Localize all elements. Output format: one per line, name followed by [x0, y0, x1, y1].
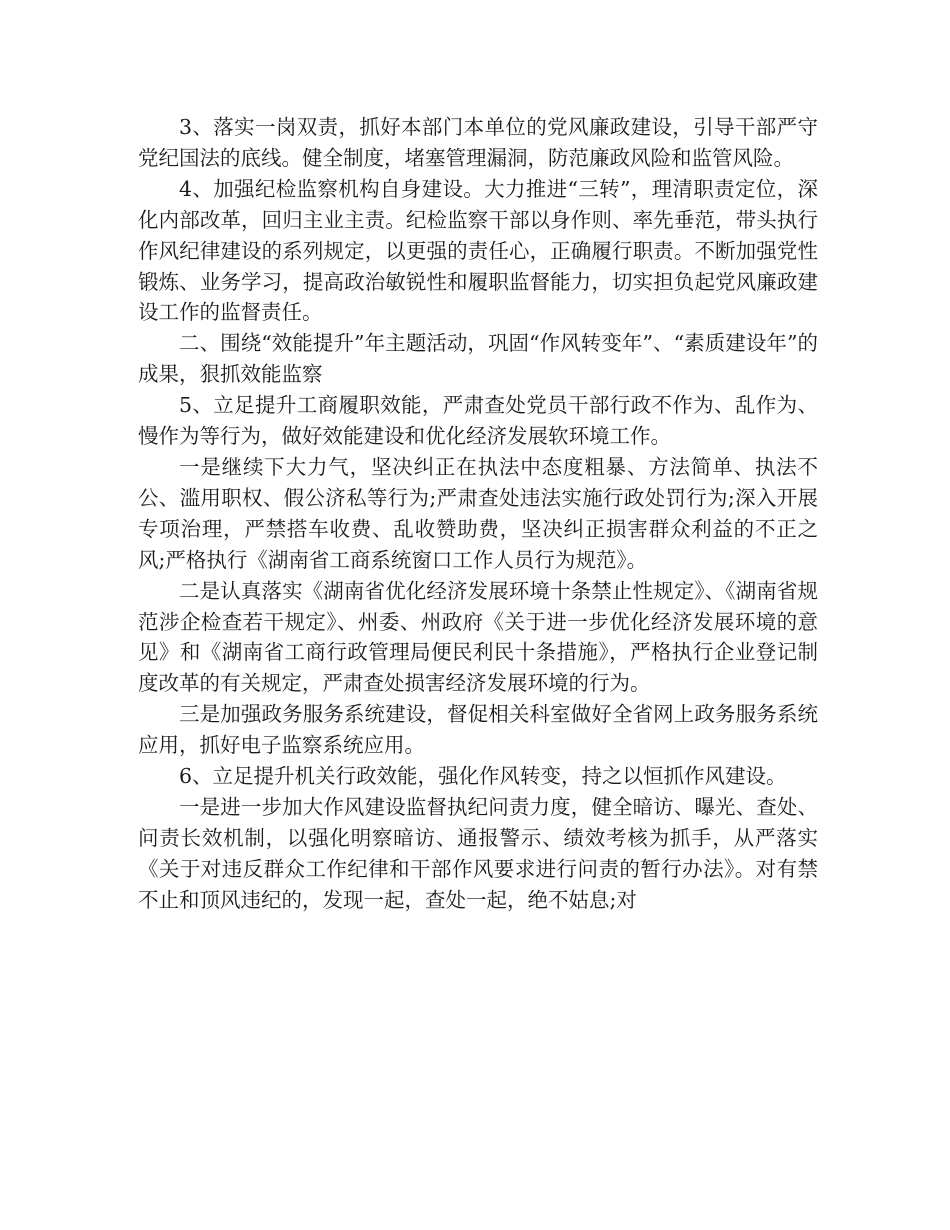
paragraph-item-5: 5、立足提升工商履职效能，严肃查处党员干部行政不作为、乱作为、慢作为等行为，做好效能建设和优化经济发展软环境工作。 — [138, 393, 818, 449]
paragraph-5-point-2: 二是认真落实《湖南省优化经济发展环境十条禁止性规定》、《湖南省规范涉企检查若干规定》、州委、州政府《关于进一步优化经济发展环境的意见》和《湖南省工商行政管理局便民利民十条措施》，严格执行企业登记制度改革的有关规定，严肃查处损害经济发展环境的行为。 — [138, 578, 818, 696]
paragraph-6-point-1: 一是进一步加大作风建设监督执纪问责力度，健全暗访、曝光、查处、问责长效机制，以强化明察暗访、通报警示、绩效考核为抓手，从严落实《关于对违反群众工作纪律和干部作风要求进行问责的暂行办法》。对有禁不止和顶风违纪的，发现一起，查处一起，绝不姑息;对 — [138, 794, 818, 912]
paragraph-item-6: 6、立足提升机关行政效能，强化作风转变，持之以恒抓作风建设。 — [179, 764, 787, 789]
paragraph-item-4: 4、加强纪检监察机构自身建设。大力推进“三转”，理清职责定位，深化内部改革，回归主业主责。纪检监察干部以身作则、率先垂范，带头执行作风纪律建设的系列规定，以更强的责任心，正确履行职责。不断加强党性锻炼、业务学习，提高政治敏锐性和履职监督能力，切实担负起党风廉政建设工作的监督责任。 — [138, 176, 818, 325]
document-page — [138, 112, 818, 916]
paragraph-item-3: 3、落实一岗双责，抓好本部门本单位的党风廉政建设，引导干部严守党纪国法的底线。健全制度，堵塞管理漏洞，防范廉政风险和监管风险。 — [138, 115, 818, 170]
paragraph-5-point-1: 一是继续下大力气，坚决纠正在执法中态度粗暴、方法简单、执法不公、滥用职权、假公济私等行为;严肃查处违法实施行政处罚行为;深入开展专项治理，严禁搭车收费、乱收赞助费，坚决纠正损害群众利益的不正之风;严格执行《湖南省工商系统窗口工作人员行为规范》。 — [138, 454, 818, 572]
section-heading-2: 二、围绕“效能提升”年主题活动，巩固“作风转变年”、“素质建设年”的成果，狠抓效能监察 — [138, 331, 818, 387]
paragraph-5-point-3: 三是加强政务服务系统建设，督促相关科室做好全省网上政务服务系统应用，抓好电子监察系统应用。 — [138, 702, 818, 758]
